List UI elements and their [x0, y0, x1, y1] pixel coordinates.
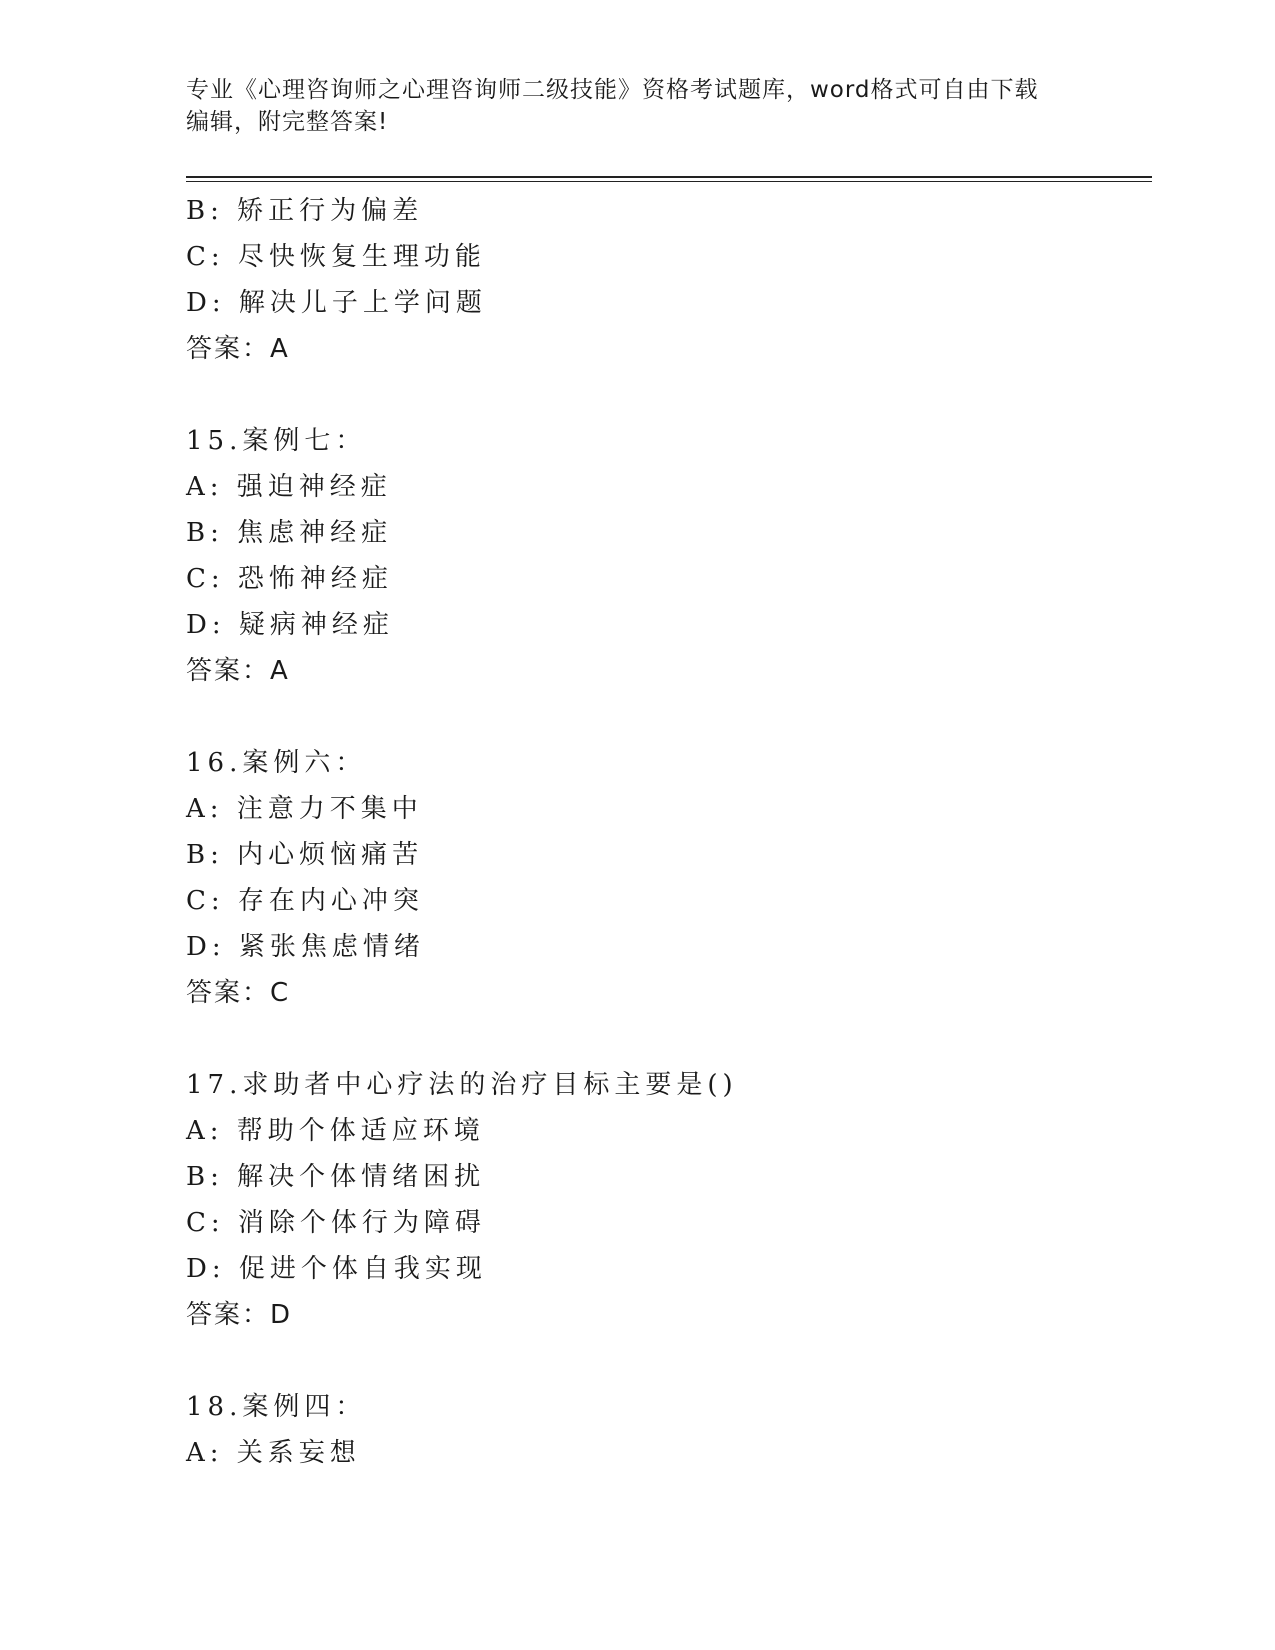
option-b: B: 内心烦恼痛苦 [186, 840, 424, 870]
option-a: A: 关系妄想 [186, 1438, 361, 1468]
option-a: A: 注意力不集中 [186, 794, 423, 824]
option-d: D: 紧张焦虑情绪 [186, 932, 425, 962]
answer-line: 答案：A [186, 656, 290, 686]
option-d: D: 解决儿子上学问题 [186, 288, 487, 318]
option-c: C: 消除个体行为障碍 [186, 1208, 486, 1238]
question-title: 18.案例四： [186, 1392, 367, 1422]
document-header [186, 74, 1086, 138]
question-title: 17.求助者中心疗法的治疗目标主要是() [186, 1070, 738, 1100]
option-c: C: 尽快恢复生理功能 [186, 242, 486, 272]
answer-line: 答案：D [186, 1300, 293, 1330]
answer-line: 答案：A [186, 334, 290, 364]
option-d: D: 促进个体自我实现 [186, 1254, 487, 1284]
question-block-18 [186, 1384, 1146, 1476]
question-block-17 [186, 1062, 1146, 1338]
option-a: A: 强迫神经症 [186, 472, 392, 502]
question-title: 15.案例七： [186, 426, 367, 456]
header-line-1: 专业《心理咨询师之心理咨询师二级技能》资格考试题库，word格式可自由下载 [186, 77, 1039, 103]
option-a: A: 帮助个体适应环境 [186, 1116, 485, 1146]
option-d: D: 疑病神经症 [186, 610, 394, 640]
header-line-2: 编辑，附完整答案! [186, 109, 389, 135]
header-divider-thick [186, 176, 1152, 178]
question-title: 16.案例六： [186, 748, 367, 778]
answer-line: 答案：C [186, 978, 291, 1008]
question-block-15 [186, 418, 1146, 694]
option-b: B: 矫正行为偏差 [186, 196, 424, 226]
option-c: C: 存在内心冲突 [186, 886, 424, 916]
option-b: B: 解决个体情绪困扰 [186, 1162, 486, 1192]
question-block-16 [186, 740, 1146, 1016]
question-block-14 [186, 188, 1146, 372]
question-list [186, 188, 1146, 1476]
header-divider-thin [186, 181, 1152, 182]
option-b: B: 焦虑神经症 [186, 518, 393, 548]
option-c: C: 恐怖神经症 [186, 564, 393, 594]
